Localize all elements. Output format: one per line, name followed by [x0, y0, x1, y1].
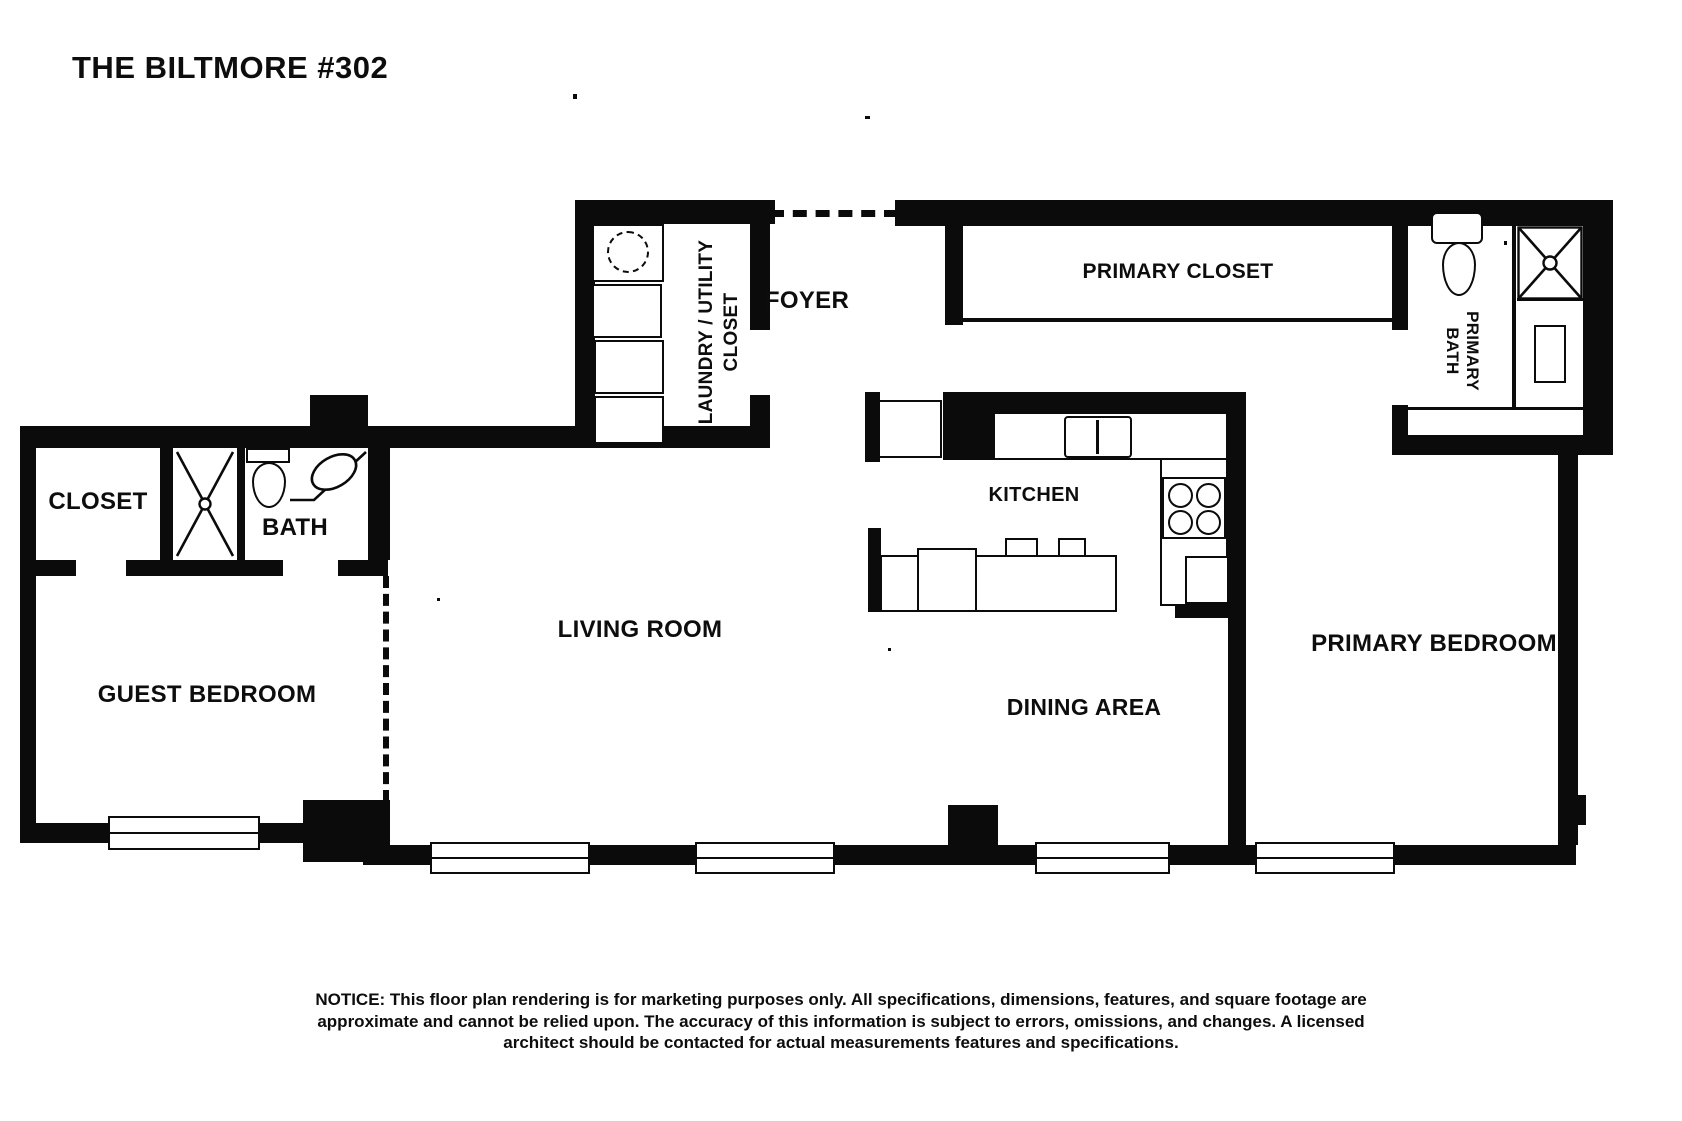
ink-speck — [865, 116, 870, 119]
wall-shower-bath-divider — [237, 448, 245, 560]
label-living-room: LIVING ROOM — [557, 616, 723, 643]
primary-toilet-tank-icon — [1431, 212, 1483, 244]
primary-vanity-sink-icon — [1534, 325, 1566, 383]
ink-speck — [888, 648, 891, 651]
stove-icon — [1162, 477, 1226, 539]
label-guest-closet: CLOSET — [48, 488, 148, 515]
entry-door-dashed — [770, 210, 898, 217]
wall-primary-bath-bottom — [1392, 435, 1613, 455]
guest-toilet-tank-icon — [246, 448, 290, 463]
ink-speck — [437, 598, 440, 601]
pantry-cabinet-icon — [878, 400, 942, 458]
window-dining — [1035, 842, 1170, 874]
wall-dining-bottom-column — [948, 805, 998, 852]
window-guest-bedroom — [108, 816, 260, 850]
label-primary-closet: PRIMARY CLOSET — [1082, 260, 1274, 283]
ink-speck — [1504, 241, 1507, 245]
window-living-2 — [695, 842, 835, 874]
label-laundry-utility-closet: LAUNDRY / UTILITY CLOSET — [696, 239, 742, 425]
ink-speck — [573, 94, 577, 99]
notice-line: NOTICE: This floor plan rendering is for marketing purposes only. All specifications, dimensions, features, and square footage are — [315, 990, 1367, 1009]
kitchen-sink-divider — [1096, 420, 1099, 454]
linen-slot-line — [1408, 407, 1583, 410]
wall-kitchen-bottom-stub — [1175, 604, 1233, 618]
window-living-1 — [430, 842, 590, 874]
wall-suite-inner-c — [338, 560, 388, 576]
notice-line: architect should be contacted for actual measurements features and specifications. — [503, 1033, 1179, 1052]
marketing-notice — [291, 989, 1391, 1054]
island-dishwasher-icon — [917, 548, 977, 612]
wall-suite-inner-b — [126, 560, 283, 576]
utility-shelf-icon — [594, 340, 664, 394]
wall-bath-top-block — [310, 395, 368, 428]
wall-kitchen-block — [943, 392, 993, 460]
wall-suite-inner-a — [36, 560, 76, 576]
wall-laundry-top — [575, 200, 775, 224]
label-guest-bath: BATH — [261, 514, 329, 541]
wall-closet-shower-divider — [160, 448, 173, 560]
guest-shower-icon — [175, 450, 235, 558]
washer-drum-icon — [607, 231, 649, 273]
label-guest-bedroom: GUEST BEDROOM — [97, 681, 317, 708]
guest-living-divider-dashed — [383, 576, 389, 802]
wall-left-outer — [20, 426, 36, 843]
label-dining-area: DINING AREA — [1006, 694, 1162, 720]
dryer-icon — [592, 284, 662, 338]
label-kitchen: KITCHEN — [988, 484, 1080, 506]
wall-closet-bath-upper — [1392, 224, 1408, 330]
wall-foyer-closet — [945, 224, 963, 325]
primary-closet-front-line — [962, 318, 1392, 322]
refrigerator-icon — [1185, 556, 1229, 604]
guest-toilet-icon — [252, 462, 286, 508]
wall-kitchen-top — [993, 392, 1245, 412]
wall-guest-bath-right — [368, 448, 390, 560]
wall-top-main — [895, 200, 1613, 226]
wall-dining-bedroom-divider — [1228, 392, 1246, 852]
label-primary-bedroom: PRIMARY BEDROOM — [1311, 630, 1557, 657]
island-fixture-b — [1058, 538, 1086, 557]
guest-vanity-counter-icon — [288, 448, 370, 508]
plan-title: THE BILTMORE #302 — [72, 50, 389, 85]
utility-cabinet-icon — [594, 396, 664, 444]
label-foyer: FOYER — [764, 287, 850, 314]
wall-bath-right-outer — [1583, 226, 1613, 455]
kitchen-island — [880, 555, 1117, 612]
bath-divider-line — [1512, 226, 1516, 407]
primary-toilet-icon — [1442, 242, 1476, 296]
notice-line: approximate and cannot be relied upon. The accuracy of this information is subject to errors, omissions, and changes. A licensed — [317, 1011, 1365, 1031]
wall-bedroom-right-jog — [1572, 795, 1586, 825]
island-fixture-a — [1005, 538, 1038, 557]
window-primary-bedroom — [1255, 842, 1395, 874]
label-primary-bath: PRIMARY BATH — [1443, 311, 1482, 391]
primary-shower-icon — [1517, 226, 1583, 300]
